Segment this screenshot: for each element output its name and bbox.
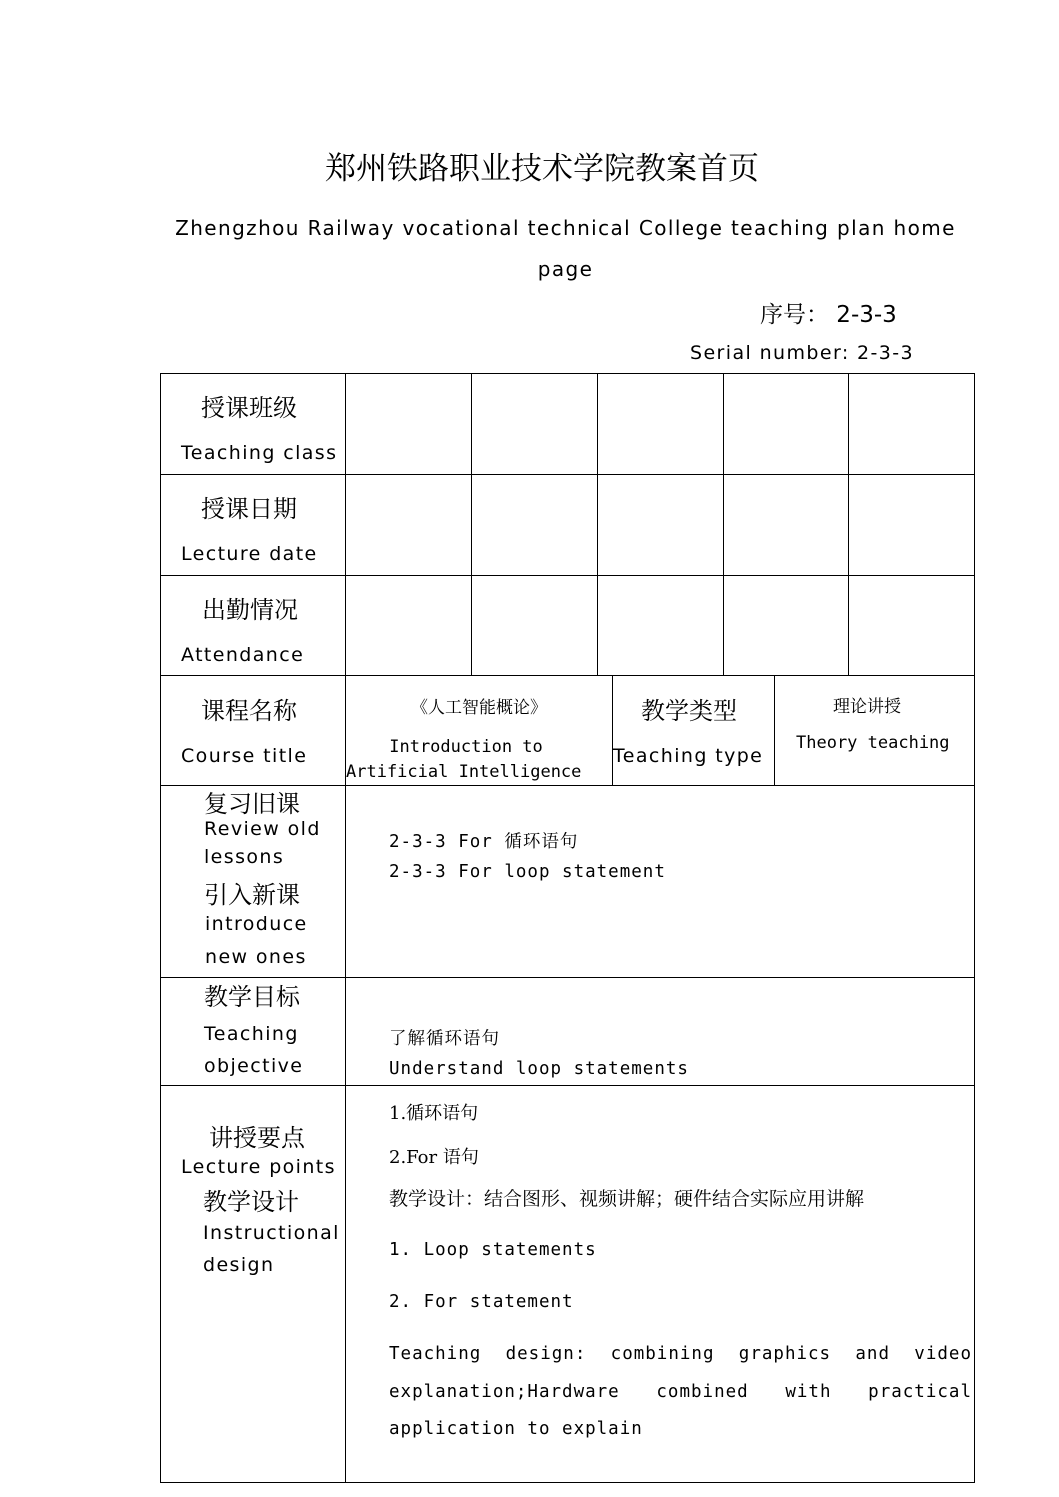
review-label-cn: 复习旧课 [204, 790, 300, 818]
points-design-cn: 教学设计：结合图形、视频讲解；硬件结合实际应用讲解 [389, 1188, 865, 1210]
attendance-cell-5 [848, 575, 975, 676]
points-content-cell [345, 1085, 975, 1483]
introduce-label-en-1: introduce [205, 913, 308, 935]
course-title-value-en-1: Introduction to [389, 737, 543, 757]
objective-label-en-1: Teaching [204, 1023, 299, 1045]
attendance-label-en: Attendance [181, 644, 305, 666]
design-label-en-1: Instructional [203, 1222, 340, 1244]
review-label-cell [160, 785, 346, 978]
attendance-label-cn: 出勤情况 [202, 596, 298, 624]
points-design-en-1: Teaching design: combining graphics and video [389, 1344, 972, 1364]
lecture-date-label-cn: 授课日期 [201, 495, 297, 523]
review-label-en-2: lessons [204, 846, 285, 868]
introduce-label-cn: 引入新课 [204, 881, 300, 909]
points-item2-cn: 2.For 语句 [389, 1147, 479, 1168]
teaching-type-value-cell [774, 675, 975, 786]
course-title-label-cell [160, 675, 346, 786]
introduce-label-en-2: new ones [205, 946, 307, 968]
attendance-cell-3 [597, 575, 724, 676]
teaching-type-label-cell [612, 675, 775, 786]
page-title: 郑州铁路职业技术学院教案首页 [325, 151, 759, 187]
points-label-en: Lecture points [181, 1156, 336, 1178]
teaching-type-value-en: Theory teaching [796, 733, 950, 753]
attendance-cell-4 [723, 575, 849, 676]
objective-content-cell [345, 977, 975, 1086]
teaching-type-label-cn: 教学类型 [641, 697, 737, 725]
teaching-class-label-cell [160, 373, 346, 475]
teaching-class-label-cn: 授课班级 [201, 394, 297, 422]
teaching-class-cell-4 [723, 373, 849, 475]
points-label-cell [160, 1085, 346, 1483]
attendance-cell-2 [471, 575, 598, 676]
review-content-en: 2-3-3 For loop statement [389, 862, 666, 882]
course-title-label-en: Course title [181, 745, 308, 767]
attendance-cell-1 [345, 575, 472, 676]
objective-content-cn: 了解循环语句 [389, 1029, 500, 1049]
points-item2-en: 2. For statement [389, 1292, 574, 1312]
lecture-date-label-en: Lecture date [181, 543, 318, 565]
course-title-label-cn: 课程名称 [201, 697, 297, 725]
objective-label-cell [160, 977, 346, 1086]
teaching-class-cell-5 [848, 373, 975, 475]
points-item1-en: 1. Loop statements [389, 1240, 597, 1260]
attendance-label-cell [160, 575, 346, 676]
objective-label-en-2: objective [204, 1055, 304, 1077]
teaching-class-cell-2 [471, 373, 598, 475]
course-title-value-cell [345, 675, 613, 786]
course-title-value-en-2: Artificial Intelligence [346, 762, 582, 782]
objective-label-cn: 教学目标 [204, 983, 300, 1011]
teaching-type-value-cn: 理论讲授 [833, 697, 901, 717]
teaching-type-label-en: Teaching type [613, 745, 764, 767]
lecture-date-cell-2 [471, 474, 598, 576]
teaching-class-cell-1 [345, 373, 472, 475]
lecture-date-cell-1 [345, 474, 472, 576]
lecture-date-cell-4 [723, 474, 849, 576]
lecture-date-label-cell [160, 474, 346, 576]
points-item1-cn: 1.循环语句 [389, 1103, 479, 1124]
page-title-english-line1: Zhengzhou Railway vocational technical College teaching plan home [175, 216, 956, 240]
review-label-en-1: Review old [204, 818, 321, 840]
points-label-cn: 讲授要点 [209, 1124, 305, 1152]
lecture-date-cell-3 [597, 474, 724, 576]
teaching-class-label-en: Teaching class [181, 442, 338, 464]
teaching-class-cell-3 [597, 373, 724, 475]
points-design-en-3: application to explain [389, 1419, 643, 1439]
serial-number-cn: 序号： 2-3-3 [760, 302, 897, 328]
points-design-en-2: explanation;Hardware combined with practical [389, 1382, 972, 1402]
review-content-cell [345, 785, 975, 978]
design-label-cn: 教学设计 [203, 1188, 299, 1216]
design-label-en-2: design [203, 1254, 275, 1276]
serial-number-en: Serial number: 2-3-3 [690, 342, 915, 364]
page-title-english-line2: page [537, 257, 594, 281]
objective-content-en: Understand loop statements [389, 1059, 689, 1079]
lecture-date-cell-5 [848, 474, 975, 576]
review-content-cn: 2-3-3 For 循环语句 [389, 832, 579, 852]
course-title-value-cn: 《人工智能概论》 [411, 698, 547, 718]
